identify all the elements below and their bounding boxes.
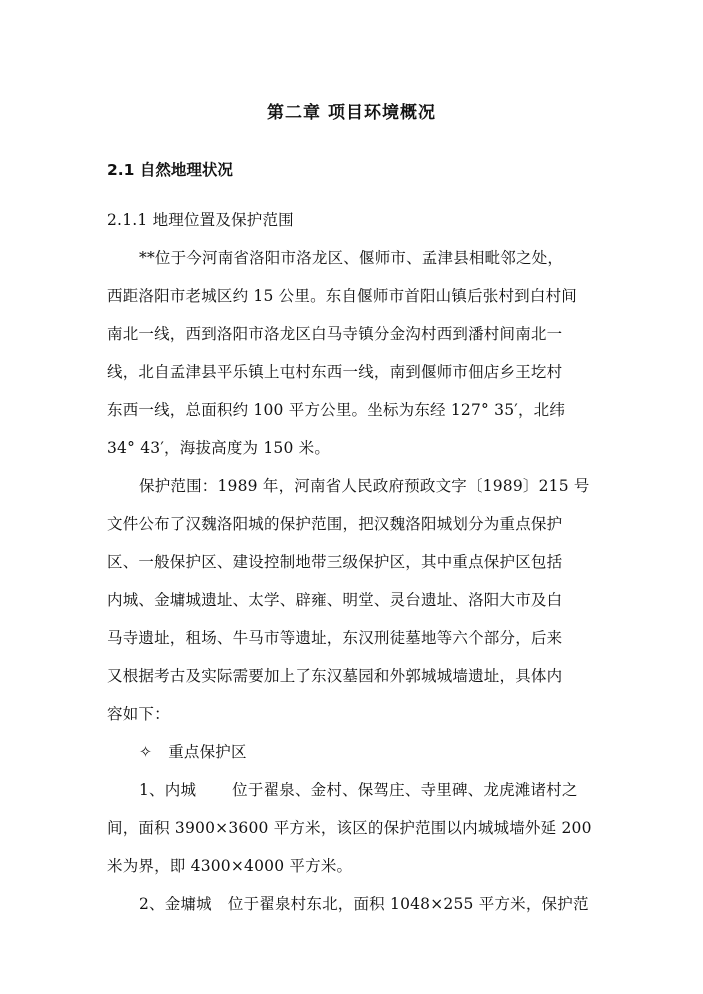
- para2-line-6: 又根据考古及实际需要加上了东汉墓园和外郭城城墙遗址，具体内: [107, 667, 563, 685]
- item2-line-1: [139, 894, 589, 914]
- item2-text-1: 位于翟泉村东北，面积 1048×255 平方米，保护范: [227, 895, 589, 913]
- para2-line-2: 文件公布了汉魏洛阳城的保护范围，把汉魏洛阳城划分为重点保护: [107, 515, 563, 533]
- bullet-line: [139, 742, 247, 762]
- para1-line-3: 南北一线，西到洛阳市洛龙区白马寺镇分金沟村西到潘村间南北一: [107, 325, 563, 343]
- para2-line-7: 容如下：: [107, 705, 170, 723]
- para2-line-3: 区、一般保护区、建设控制地带三级保护区，其中重点保护区包括: [107, 553, 563, 571]
- item2-number: 2、金墉城: [139, 895, 212, 913]
- para1-line-4: 线，北自孟津县平乐镇上屯村东西一线，南到偃师市佃店乡王圪村: [107, 363, 563, 381]
- para1-line-2: 西距洛阳市老城区约 15 公里。东自偃师市首阳山镇后张村到白村间: [107, 287, 577, 305]
- section-heading: 2.1 自然地理状况: [107, 161, 233, 179]
- bullet-label: 重点保护区: [168, 743, 247, 761]
- diamond-star-icon: ✧: [139, 743, 153, 761]
- subsection-heading: 2.1.1 地理位置及保护范围: [107, 211, 294, 229]
- item1-line-3: 米为界，即 4300×4000 平方米。: [107, 857, 353, 875]
- item1-number: 1、内城: [139, 781, 197, 799]
- para1-line-5: 东西一线，总面积约 100 平方公里。坐标为东经 127° 35′，北纬: [107, 401, 566, 419]
- para2-line-5: 马寺遗址，租场、牛马市等遗址，东汉刑徒墓地等六个部分，后来: [107, 629, 563, 647]
- item1-line-1: [139, 780, 578, 800]
- item1-text-1: 位于翟泉、金村、保驾庄、寺里碑、龙虎滩诸村之: [232, 781, 578, 799]
- para1-line-1: **位于今河南省洛阳市洛龙区、偃师市、孟津县相毗邻之处，: [139, 249, 564, 267]
- item1-line-2: 间，面积 3900×3600 平方米，该区的保护范围以内城城墙外延 200: [107, 819, 592, 837]
- para2-line-1: 保护范围：1989 年，河南省人民政府预政文字〔1989〕215 号: [139, 477, 590, 495]
- para2-line-4: 内城、金墉城遗址、太学、辟雍、明堂、灵台遗址、洛阳大市及白: [107, 591, 563, 609]
- para1-line-6: 34° 43′，海拔高度为 150 米。: [107, 439, 331, 457]
- chapter-title: 第二章 项目环境概况: [267, 103, 436, 123]
